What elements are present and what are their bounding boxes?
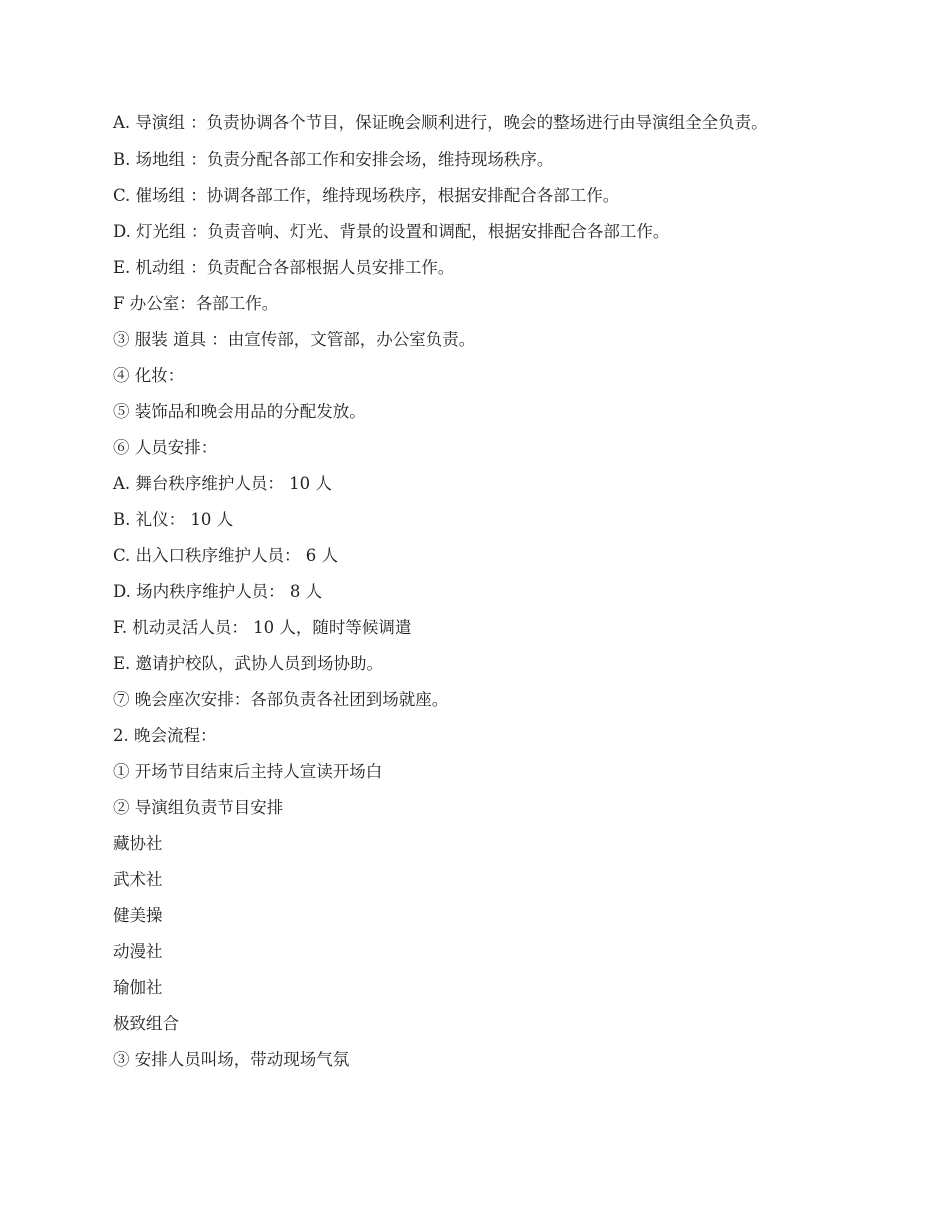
paragraph-decorations: ⑤ 装饰品和晚会用品的分配发放。: [113, 402, 366, 421]
paragraph-opening: ① 开场节目结束后主持人宣读开场白: [113, 762, 383, 781]
list-item: 瑜伽社: [113, 978, 163, 997]
paragraph-seating: ⑦ 晚会座次安排：各部负责各社团到场就座。: [113, 690, 449, 709]
paragraph-directing-group: A. 导演组 ：负责协调各个节目，保证晚会顺利进行，晚会的整场进行由导演组全全负责。: [113, 113, 768, 132]
paragraph-cueing-group: C. 催场组 ：协调各部工作，维持现场秩序，根据安排配合各部工作。: [113, 186, 620, 205]
paragraph-standby-staff: F. 机动灵活人员： 10 人，随时等候调遣: [113, 618, 412, 637]
paragraph-mobile-group: E. 机动组 ：负责配合各部根据人员安排工作。: [113, 258, 455, 277]
paragraph-atmosphere: ③ 安排人员叫场，带动现场气氛: [113, 1050, 350, 1069]
paragraph-makeup: ④ 化妆：: [113, 366, 185, 385]
list-item: 藏协社: [113, 834, 163, 853]
paragraph-office: F 办公室：各部工作。: [113, 294, 279, 313]
list-item: 健美操: [113, 906, 163, 925]
list-item: 动漫社: [113, 942, 163, 961]
paragraph-security-invite: E. 邀请护校队，武协人员到场协助。: [113, 654, 384, 673]
paragraph-program-arrangement: ② 导演组负责节目安排: [113, 798, 284, 817]
paragraph-venue-group: B. 场地组 ：负责分配各部工作和安排会场，维持现场秩序。: [113, 150, 554, 169]
list-item: 极致组合: [113, 1014, 179, 1033]
paragraph-costume-props: ③ 服装 道具 ：由宣传部，文管部，办公室负责。: [113, 330, 476, 349]
paragraph-program-flow-heading: 2. 晚会流程：: [113, 726, 217, 745]
paragraph-entrance-staff: C. 出入口秩序维护人员： 6 人: [113, 546, 339, 565]
paragraph-venue-order-staff: D. 场内秩序维护人员： 8 人: [113, 582, 323, 601]
paragraph-lighting-group: D. 灯光组 ：负责音响、灯光、背景的设置和调配，根据安排配合各部工作。: [113, 222, 670, 241]
list-item: 武术社: [113, 870, 163, 889]
paragraph-staffing-heading: ⑥ 人员安排：: [113, 438, 218, 457]
paragraph-etiquette-staff: B. 礼仪： 10 人: [113, 510, 234, 529]
document-body: [113, 112, 813, 1084]
paragraph-stage-order-staff: A. 舞台秩序维护人员： 10 人: [113, 474, 332, 493]
